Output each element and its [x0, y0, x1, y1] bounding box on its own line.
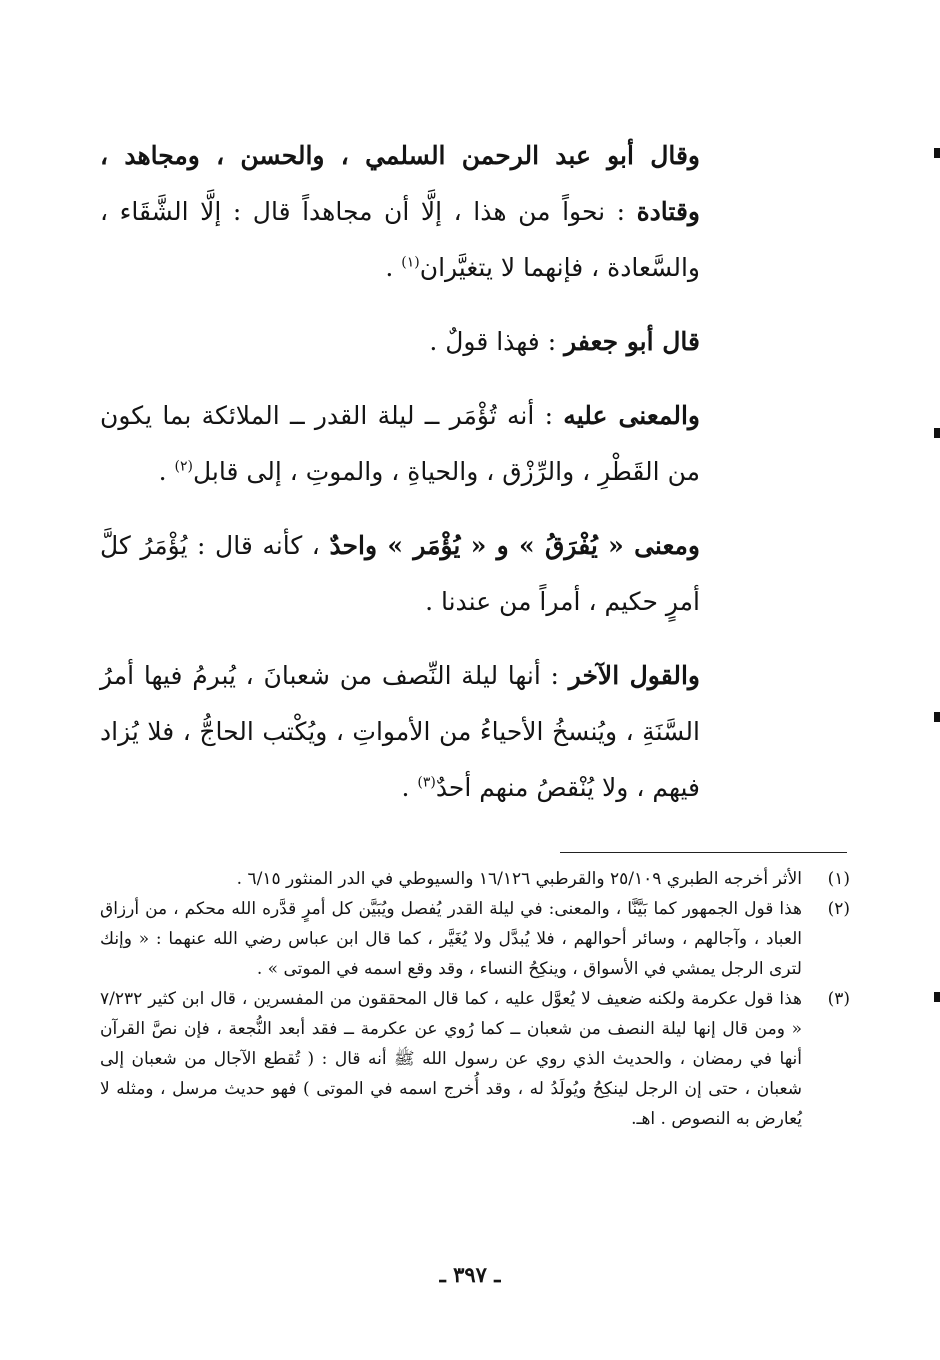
footnote-divider [560, 852, 847, 853]
footnote-number: (٣) [827, 989, 850, 1009]
footnote-text: الأثر أخرجه الطبري ٢٥/١٠٩ والقرطبي ١٦/١٢٦ والسيوطي في الدر المنثور ٦/١٥ . [236, 869, 802, 889]
paragraph-3 [100, 388, 700, 500]
paragraph-5-body: : أنها ليلة النِّصف من شعبانَ ، يُبرمُ فيها أمرُ السَّنَةِ ، ويُنسخُ الأحياءُ من الأمواتِ ، ويُكْتب الحاجُّ ، فلا يُزاد فيهم ، ولا يُنْقصُ منهم أحدٌ$^{(٣)}$ . [100, 661, 700, 802]
paragraph-3-body: : أنه تُؤْمَر ــ ليلة القدر ــ الملائكة بما يكون من القَطْرِ ، والرِّزْق ، والحياةِ ، والموتِ ، إلى قابل$^{(٢)}$ . [100, 401, 700, 486]
paragraph-5-lead: والقول الآخر [568, 661, 700, 690]
scan-edge-mark [934, 148, 940, 158]
footnote-3 [100, 984, 850, 1134]
scan-edge-mark [934, 992, 940, 1002]
paragraph-1-body: وقتادة : نحواً من هذا ، إلَّا أن مجاهداً قال : إلَّا الشَّقَاء ، والسَّعادة ، فإنهما لا يتغيَّران$^{(١)}$ . [100, 197, 700, 282]
scan-edge-mark [934, 712, 940, 722]
paragraph-1-lead: وقال أبو عبد الرحمن السلمي ، والحسن ، ومجاهد ، [100, 141, 700, 170]
footnote-text: هذا قول عكرمة ولكنه ضعيف لا يُعوَّل عليه ، كما قال المحققون من المفسرين ، قال ابن كثير ٧/٢٣٢ « ومن قال إنها ليلة النصف من شعبان ــ كما رُوي عن عكرمة ــ فقد أبعد النُّجعة ، فإن نصَّ القرآن أنها في رمضان ، والحديث الذي روي عن رسول الله ﷺ أنه قال : ( تُقطع الآجال من شعبان إلى شعبان ، حتى إن الرجل لينكِحُ ويُولَدُ له ، وقد أُخرج اسمه في الموتى ) فهو حديث مرسل ، ومثله لا يُعارض به النصوص . اهـ. [100, 989, 802, 1129]
paragraph-4 [100, 518, 700, 630]
paragraph-3-lead: والمعنى عليه [563, 401, 701, 430]
footnote-2 [100, 894, 850, 984]
scan-edge-mark [934, 428, 940, 438]
paragraph-2-lead: قال أبو جعفر [564, 327, 700, 356]
paragraph-1 [100, 128, 700, 296]
footnote-number: (١) [827, 869, 850, 889]
paragraph-4-lead: ومعنى « يُفْرَقُ » و « يُؤْمَر » واحدٌ [329, 531, 700, 560]
footnotes [100, 864, 850, 1134]
footnote-number: (٢) [827, 899, 850, 919]
page-number: ـ ٣٩٧ ـ [439, 1262, 501, 1287]
paragraph-5 [100, 648, 700, 816]
paragraph-2-body: : فهذا قولٌ . [429, 327, 565, 356]
footnote-1 [100, 864, 850, 894]
paragraph-2 [100, 314, 700, 370]
footnote-text: هذا قول الجمهور كما بَيَّنَّا ، والمعنى: في ليلة القدر يُفصل ويُبَيَّن كل أمرٍ قدَّره الله محكم ، من أرزاق العباد ، وآجالهم ، وسائر أحوالهم ، فلا يُبدَّل ولا يُغَيَّر ، كما قال ابن عباس رضي الله عنهما : « وإنك لترى الرجل يمشي في الأسواق ، وينكِحُ النساء ، وقد وقع اسمه في الموتى » . [100, 899, 802, 979]
paragraph-4-body: ، كأنه قال : يُؤْمَرُ كلَّ أمرٍ حكيم ، أمراً من عندنا . [100, 531, 700, 616]
main-text [100, 128, 700, 834]
